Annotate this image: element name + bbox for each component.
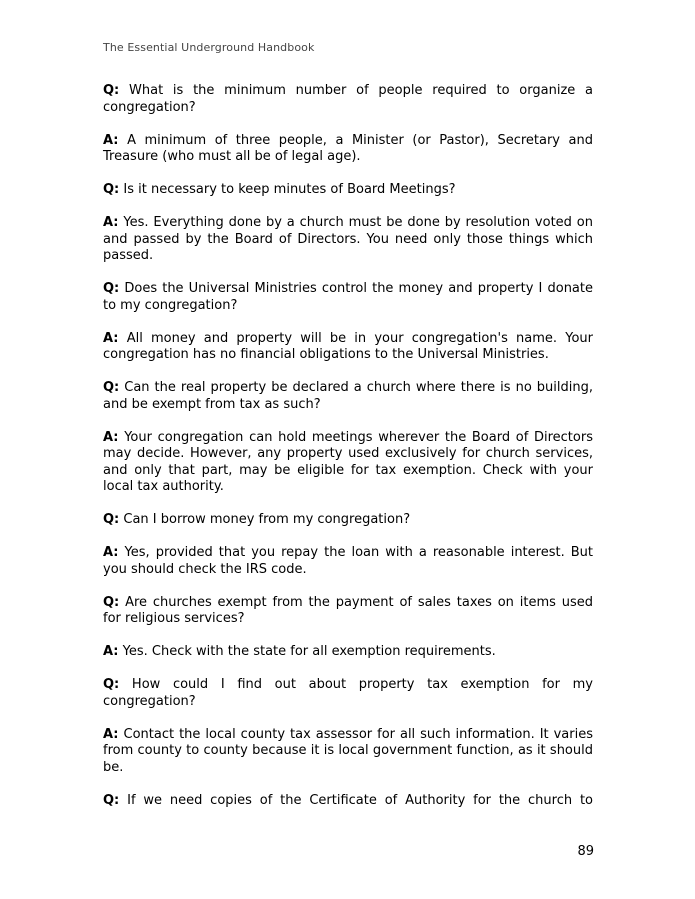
qa-question (103, 793, 593, 810)
qa-question (103, 380, 593, 413)
answer-label: A: (103, 726, 119, 742)
question-text: What is the minimum number of people required to organize a congregation? (103, 83, 593, 115)
qa-answer (103, 644, 593, 661)
qa-answer (103, 545, 593, 578)
answer-label: A: (103, 429, 119, 445)
answer-label: A: (103, 545, 119, 560)
qa-question (103, 182, 593, 199)
answer-label: A: (103, 330, 119, 346)
qa-content (103, 83, 593, 826)
qa-answer (103, 331, 593, 364)
answer-label: A: (103, 215, 119, 230)
qa-question (103, 281, 593, 314)
question-text: If we need copies of the Certificate of Authority for the church to (127, 792, 593, 808)
qa-question (103, 677, 593, 710)
question-text: Is it necessary to keep minutes of Board Meetings? (123, 182, 456, 197)
answer-text: All money and property will be in your congregation's name. Your congregation has no financial obligations to the Universal Ministries. (103, 330, 593, 362)
page-number: 89 (577, 844, 594, 859)
question-text: How could I find out about property tax exemption for my congregation? (103, 677, 593, 709)
running-header: The Essential Underground Handbook (103, 41, 315, 54)
qa-question (103, 595, 593, 628)
question-label: Q: (103, 792, 120, 808)
answer-text: Your congregation can hold meetings wherever the Board of Directors may decide. However, any property used exclusively for church services, and only that part, may be eligible for tax exemption. Check with your local tax authority. (103, 429, 593, 494)
answer-label: A: (103, 644, 119, 659)
answer-text: Contact the local county tax assessor for all such information. It varies from county to county because it is local government function, as it should be. (103, 726, 593, 775)
qa-question (103, 512, 593, 529)
question-label: Q: (103, 182, 120, 197)
answer-text: Yes, provided that you repay the loan with a reasonable interest. But you should check the IRS code. (103, 545, 593, 577)
question-text: Are churches exempt from the payment of sales taxes on items used for religious services? (103, 594, 593, 626)
question-label: Q: (103, 677, 120, 692)
qa-answer (103, 727, 593, 777)
answer-text: A minimum of three people, a Minister (or Pastor), Secretary and Treasure (who must all be of legal age). (103, 132, 593, 164)
question-label: Q: (103, 512, 120, 527)
qa-answer (103, 133, 593, 166)
answer-text: Yes. Check with the state for all exemption requirements. (122, 644, 496, 659)
question-label: Q: (103, 83, 120, 98)
question-text: Does the Universal Ministries control the money and property I donate to my congregation? (103, 281, 593, 313)
qa-answer (103, 430, 593, 496)
question-label: Q: (103, 380, 120, 395)
question-text: Can the real property be declared a church where there is no building, and be exempt from tax as such? (103, 380, 593, 412)
answer-label: A: (103, 132, 119, 148)
qa-question (103, 83, 593, 116)
qa-answer (103, 215, 593, 265)
answer-text: Yes. Everything done by a church must be done by resolution voted on and passed by the Board of Directors. You need only those things which passed. (103, 215, 593, 263)
question-label: Q: (103, 594, 120, 610)
question-text: Can I borrow money from my congregation? (123, 512, 411, 527)
question-label: Q: (103, 281, 120, 296)
